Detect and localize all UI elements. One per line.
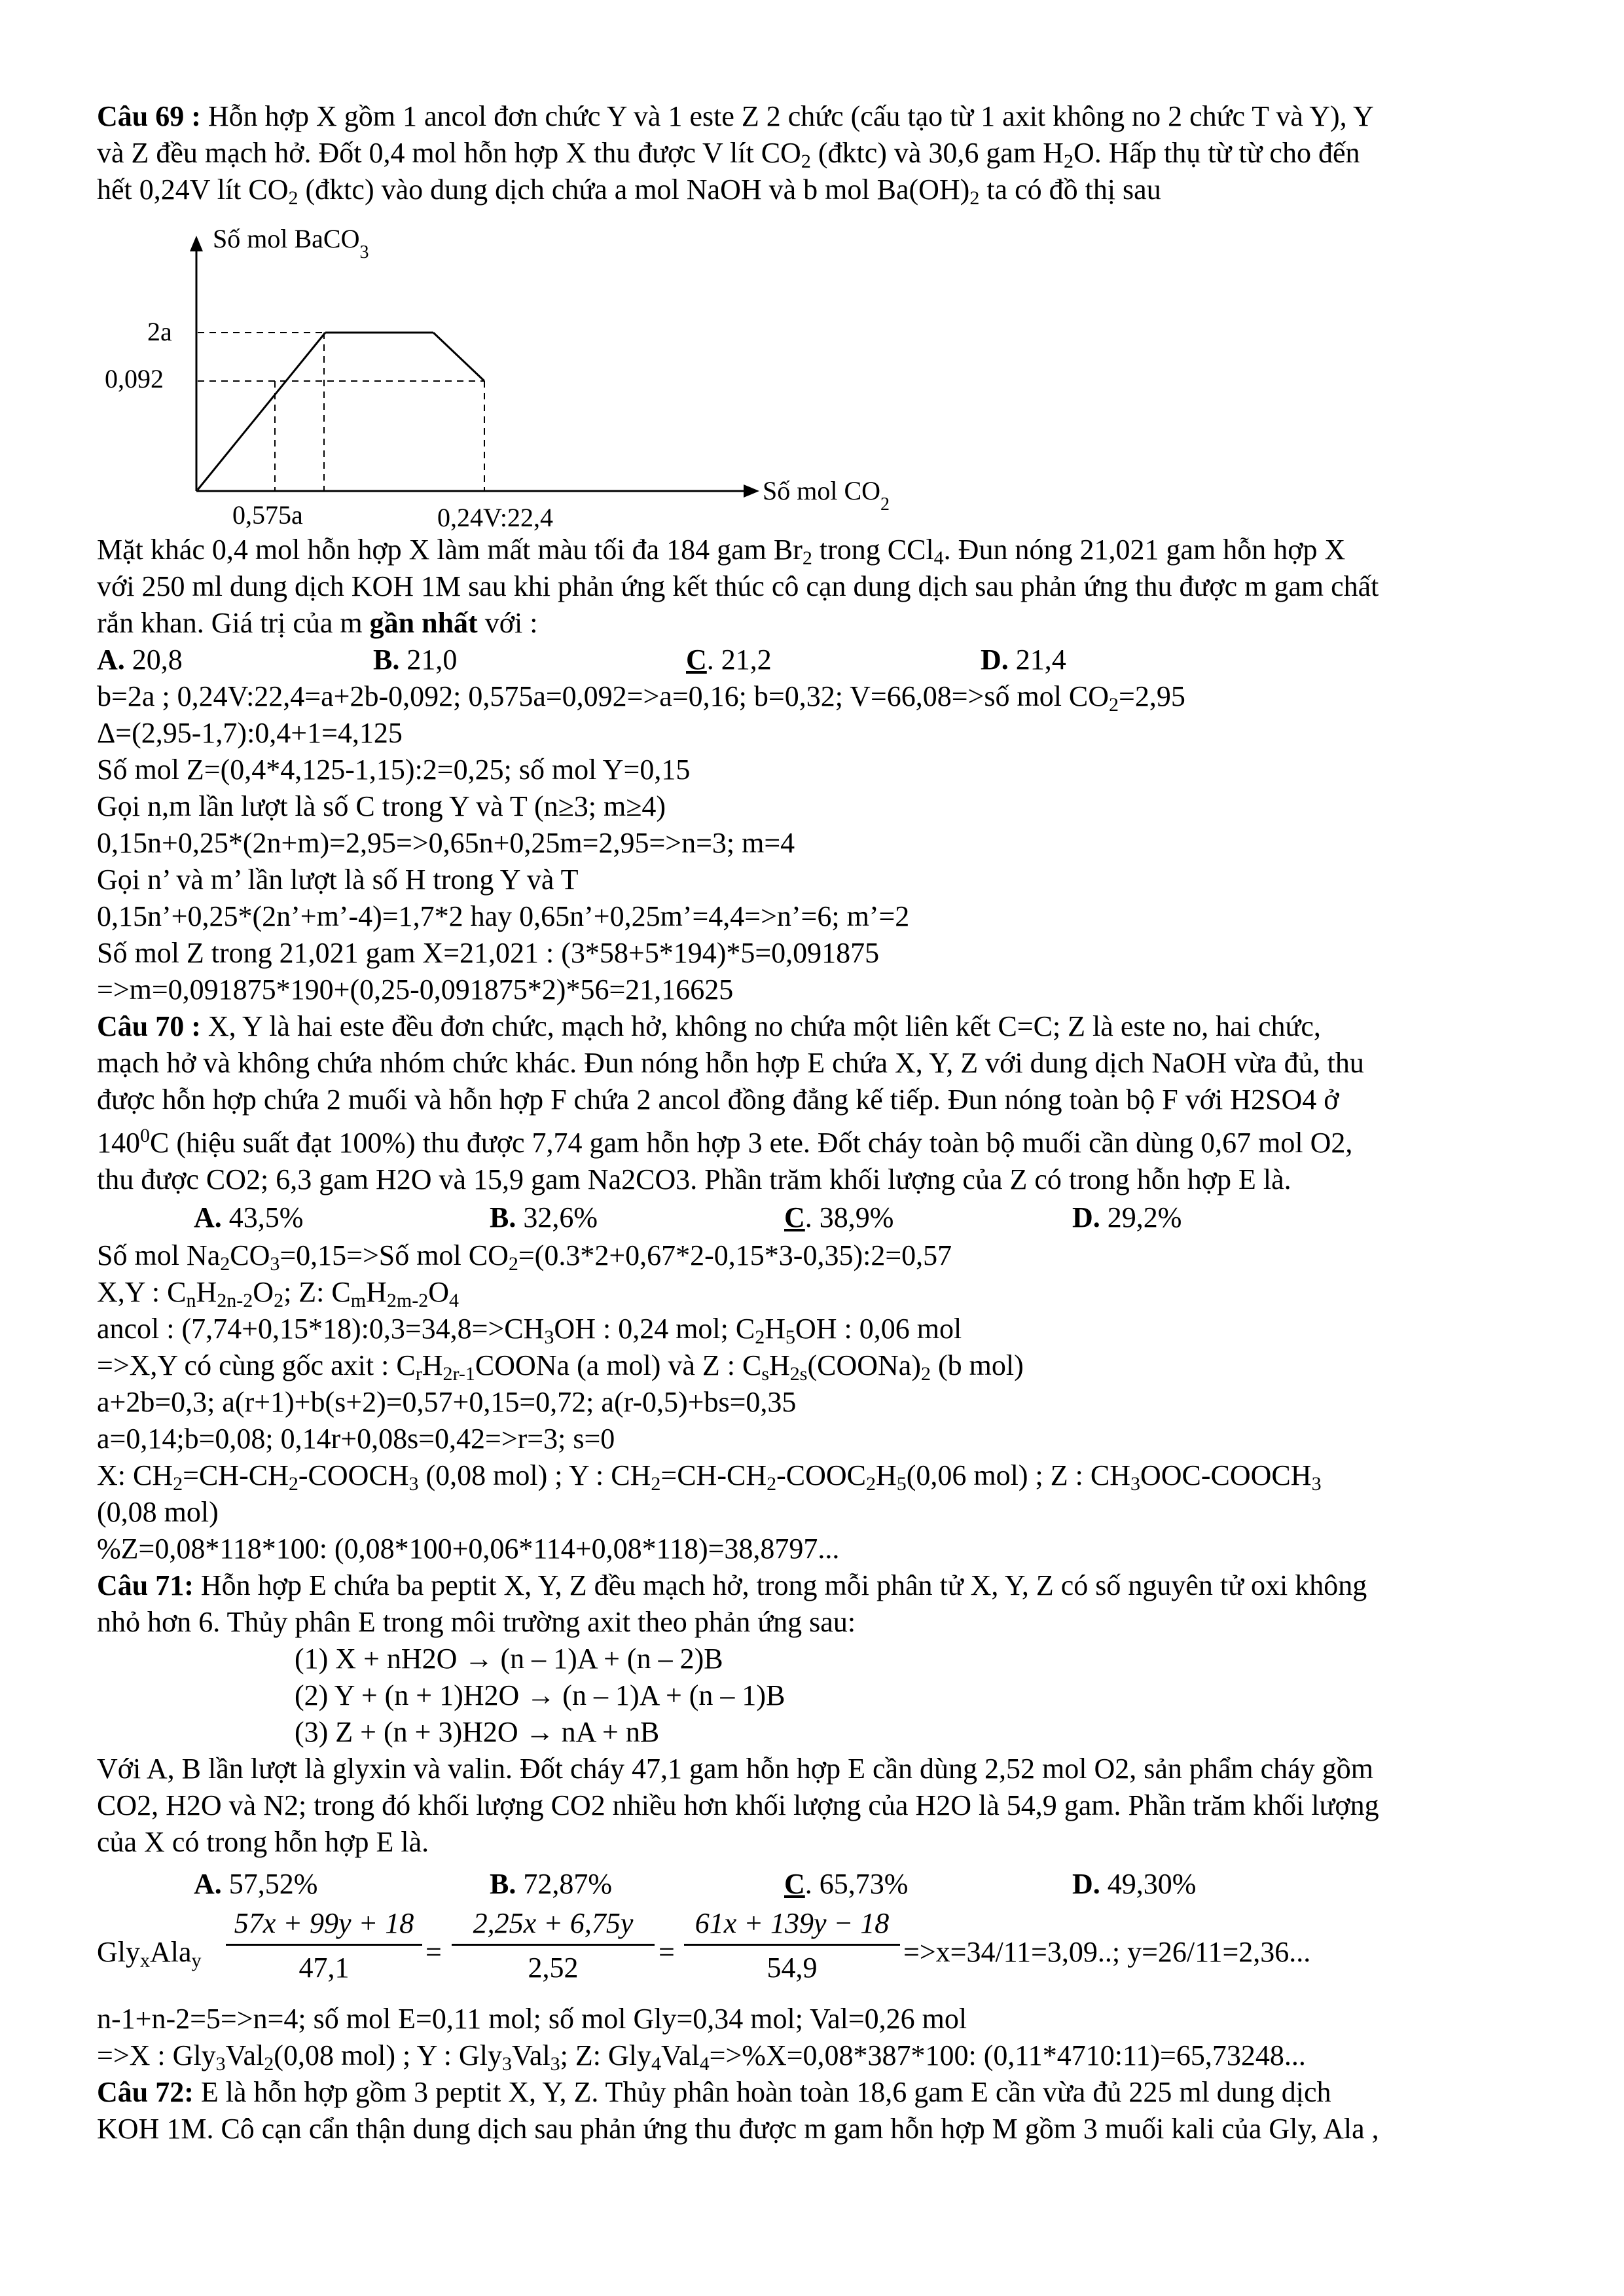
rise-segment xyxy=(198,333,325,490)
q70-option-d[interactable]: D. 29,2% xyxy=(1072,1201,1182,1233)
q71-line-4: CO2, H2O và N2; trong đó khối lượng CO2 nhiều hơn khối lượng của H2O là 54,9 gam. Phần trăm khối lượng xyxy=(97,1789,1379,1821)
q71-reaction-3: (3) Z + (n + 3)H2O → nA + nB xyxy=(295,1716,660,1748)
equals-1: = xyxy=(425,1936,442,1968)
q69-sol-8: Số mol Z trong 21,021 gam X=21,021 : (3*58+5*194)*5=0,091875 xyxy=(97,937,880,969)
equals-2: = xyxy=(659,1936,675,1968)
q70-sol-2: X,Y : $C_nH_{2n-2}O_2$; Z: $C_mH_{2m-2}O_4$ xyxy=(97,1276,459,1311)
gly-ala-label: Gly$_x$Ala$_y$ xyxy=(97,1936,202,1971)
q69-option-a[interactable]: A. 20,8 xyxy=(97,644,183,676)
q69-line-3: hết 0,24V lít $CO_2$ (đktc) vào dung dịch chứa a mol NaOH và b mol $Ba(OH)_2$ ta có đồ thị sau xyxy=(97,173,1161,209)
q69-sol-7: 0,15n’+0,25*(2n’+m’-4)=1,7*2 hay 0,65n’+0,25m’=4,4=>n’=6; m’=2 xyxy=(97,900,910,932)
q71-line-2: nhỏ hơn 6. Thủy phân E trong môi trường axit theo phản ứng sau: xyxy=(97,1606,856,1638)
q71-option-a[interactable]: A. 57,52% xyxy=(194,1868,318,1900)
q70-sol-3: ancol : $(7,74+0,15*18):0,3=34,8=>CH_3OH$ : 0,24 mol; $C_2H_5OH$ : 0,06 mol xyxy=(97,1313,962,1348)
q71-result: =>x=34/11=3,09..; y=26/11=2,36... xyxy=(903,1936,1311,1968)
q69-sol-3: Số mol Z=(0,4*4,125-1,15):2=0,25; số mol Y=0,15 xyxy=(97,754,691,786)
q69-sol-1: b=2a ; 0,24V:22,4=a+2b-0,092; 0,575a=0,092=>a=0,16; b=0,32; V=66,08=>số mol $CO_2=2,95$ xyxy=(97,680,1185,716)
fall-segment xyxy=(433,333,484,381)
q69-sol-5: 0,15n+0,25*(2n+m)=2,95=>0,65n+0,25m=2,95=>n=3; m=4 xyxy=(97,827,795,859)
q70-line-2: mạch hở và không chứa nhóm chức khác. Đun nóng hỗn hợp E chứa X, Y, Z với dung dịch NaOH vừa đủ, thu xyxy=(97,1047,1364,1079)
q71-line-3: Với A, B lần lượt là glyxin và valin. Đốt cháy 47,1 gam hỗn hợp E cần dùng 2,52 mol O2, sản phẩm cháy gồm xyxy=(97,1753,1373,1785)
y-tick-2a: 2a xyxy=(147,317,172,346)
q70-line-1: Câu 70 : X, Y là hai este đều đơn chức, mạch hở, không no chứa một liên kết C=C; Z là este no, hai chức, xyxy=(97,1010,1321,1042)
q71-sol-2: =>X : Gly$_3$Val$_2$(0,08 mol) ; Y : Gly$_3$Val$_3$; Z: Gly$_4$Val$_4$=>%X=0,08*387*100: (0,11*4710:11)=65,73248... xyxy=(97,2039,1306,2075)
x-axis-label: Số mol $CO_2$ xyxy=(763,476,890,515)
q71-reaction-1: (1) X + nH2O → (n – 1)A + (n – 2)B xyxy=(295,1643,723,1675)
q72-line-2: KOH 1M. Cô cạn cẩn thận dung dịch sau phản ứng thu được m gam hỗn hợp M gồm 3 muối kali của Gly, Ala , xyxy=(97,2113,1379,2145)
q70-sol-6: a=0,14;b=0,08; 0,14r+0,08s=0,42=>r=3; s=0 xyxy=(97,1423,615,1455)
q70-sol-5: a+2b=0,3; a(r+1)+b(s+2)=0,57+0,15=0,72; a(r-0,5)+bs=0,35 xyxy=(97,1386,797,1418)
q69-sol-6: Gọi n’ và m’ lần lượt là số H trong Y và T xyxy=(97,864,579,896)
q71-option-c[interactable]: C. 65,73% xyxy=(784,1868,909,1900)
x-tick-024v: 0,24V:22,4 xyxy=(437,503,554,532)
q69-label: Câu 69 : xyxy=(97,100,201,132)
q71-sol-1: n-1+n-2=5=>n=4; số mol E=0,11 mol; số mol Gly=0,34 mol; Val=0,26 mol xyxy=(97,2003,967,2035)
q72-label: Câu 72: xyxy=(97,2076,194,2108)
q71-label: Câu 71: xyxy=(97,1569,194,1601)
q69-line-5: với 250 ml dung dịch KOH 1M sau khi phản ứng kết thúc cô cạn dung dịch sau phản ứng thu được m gam chất xyxy=(97,570,1379,602)
q70-option-a[interactable]: A. 43,5% xyxy=(194,1201,304,1233)
q70-label: Câu 70 : xyxy=(97,1010,201,1042)
q69-option-d[interactable]: D. 21,4 xyxy=(981,644,1066,676)
q70-line-5: thu được CO2; 6,3 gam H2O và 15,9 gam Na2CO3. Phần trăm khối lượng của Z có trong hỗn hợp E là. xyxy=(97,1163,1291,1195)
q69-option-c[interactable]: C. 21,2 xyxy=(686,644,772,676)
q69-line-2: và Z đều mạch hở. Đốt 0,4 mol hỗn hợp X thu được V lít $CO_2$ (đktc) và 30,6 gam $H_2O$. Hấp thụ từ từ cho đến xyxy=(97,137,1360,172)
q69-option-b[interactable]: B. 21,0 xyxy=(373,644,458,676)
fraction-2: $\frac{2,25x + 6,75y}{2,52}$ xyxy=(452,1906,655,1984)
y-axis-label: Số mol BaCO$_3$ xyxy=(213,224,369,263)
q70-line-4: $140^0C$ (hiệu suất đạt 100%) thu được 7,74 gam hỗn hợp 3 ete. Đốt cháy toàn bộ muối cần dùng 0,67 mol O2, xyxy=(97,1125,1353,1159)
y-tick-0092: 0,092 xyxy=(105,364,164,393)
q69-line-4: Mặt khác 0,4 mol hỗn hợp X làm mất màu tối đa 184 gam $Br_2$ trong CCl$_4$. Đun nóng 21,021 gam hỗn hợp X xyxy=(97,534,1346,569)
q72-line-1: Câu 72: E là hỗn hợp gồm 3 peptit X, Y, Z. Thủy phân hoàn toàn 18,6 gam E cần vừa đủ 225 ml dung dịch xyxy=(97,2076,1331,2108)
x-axis-arrow xyxy=(744,484,759,498)
q69-sol-9: =>m=0,091875*190+(0,25-0,091875*2)*56=21,16625 xyxy=(97,974,734,1006)
q70-sol-1: Số mol $Na_2CO_3=0,15=>Số$ mol $CO_2=(0.3*2+0,67*2-0,15*3-0,35):2=0,57$ xyxy=(97,1239,952,1275)
q71-line-5: của X có trong hỗn hợp E là. xyxy=(97,1826,429,1858)
q70-line-3: được hỗn hợp chứa 2 muối và hỗn hợp F chứa 2 ancol đồng đẳng kế tiếp. Đun nóng toàn bộ F với H2SO4 ở xyxy=(97,1084,1339,1116)
q69-line-6: rắn khan. Giá trị của m gần nhất với : xyxy=(97,607,538,639)
q69-line-1: Câu 69 : Hỗn hợp X gồm 1 ancol đơn chức Y và 1 este Z 2 chức (cấu tạo từ 1 axit không no 2 chức T và Y), Y xyxy=(97,100,1374,132)
x-tick-0575a: 0,575a xyxy=(232,500,303,530)
q70-sol-4: =>X,Y có cùng gốc axit : $C_rH_{2r-1}COONa$ (a mol) và Z : $C_sH_{2s}(COONa)_2$ (b mol) xyxy=(97,1349,1024,1385)
q70-option-c[interactable]: C. 38,9% xyxy=(784,1201,894,1233)
q70-sol-8: (0,08 mol) xyxy=(97,1496,219,1528)
q69-sol-2: Δ=(2,95-1,7):0,4+1=4,125 xyxy=(97,717,403,749)
q71-reaction-2: (2) Y + (n + 1)H2O → (n – 1)A + (n – 1)B xyxy=(295,1679,785,1711)
q70-sol-7: X: $CH_2=CH-CH_2-COOCH_3$ (0,08 mol) ; Y : $CH_2=CH-CH_2-COOC_2H_5(0,06$ mol) ; Z : $CH_3OOC-COOCH_3$ xyxy=(97,1459,1322,1495)
q71-option-d[interactable]: D. 49,30% xyxy=(1072,1868,1197,1900)
q70-option-b[interactable]: B. 32,6% xyxy=(490,1201,598,1233)
q71-line-1: Câu 71: Hỗn hợp E chứa ba peptit X, Y, Z đều mạch hở, trong mỗi phân tử X, Y, Z có số nguyên tử oxi không xyxy=(97,1569,1367,1601)
q71-option-b[interactable]: B. 72,87% xyxy=(490,1868,613,1900)
q69-sol-4: Gọi n,m lần lượt là số C trong Y và T (n≥3; m≥4) xyxy=(97,790,666,822)
baco3-chart xyxy=(92,216,943,543)
fraction-1: $\frac{57x + 99y + 18}{47,1}$ xyxy=(226,1906,422,1984)
fraction-3: $\frac{61x + 139y - 18}{54,9}$ xyxy=(684,1906,900,1984)
y-axis-arrow xyxy=(190,236,203,251)
q70-sol-9: %Z=0,08*118*100: (0,08*100+0,06*114+0,08*118)=38,8797... xyxy=(97,1533,840,1565)
